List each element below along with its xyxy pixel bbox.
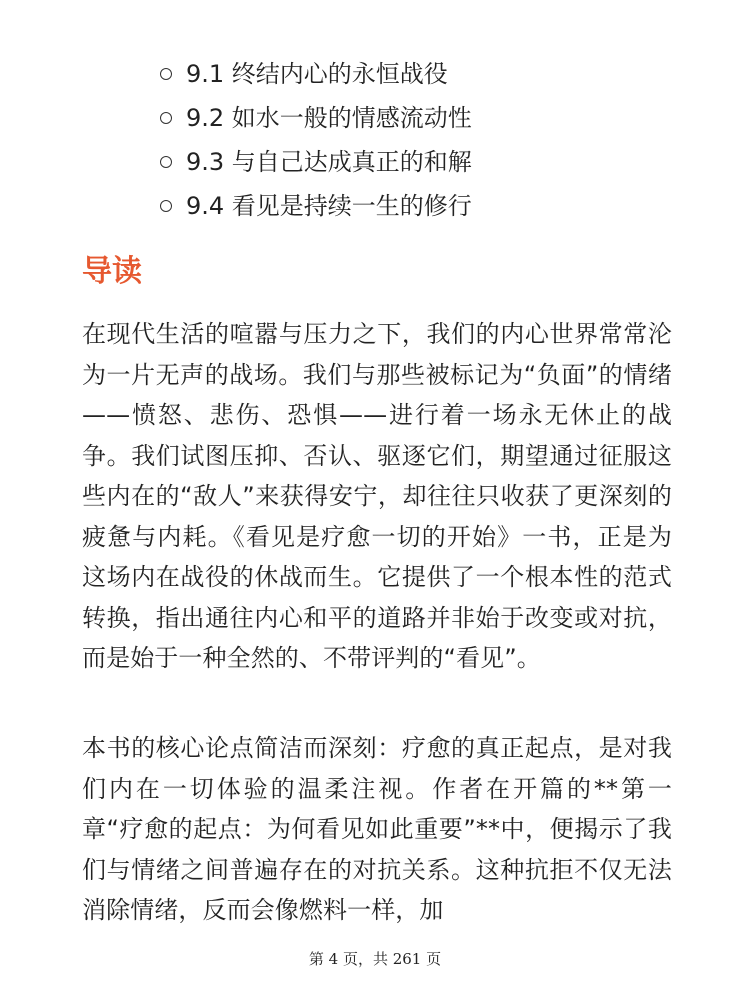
toc-item[interactable] bbox=[160, 96, 472, 140]
toc-item[interactable] bbox=[160, 52, 472, 96]
hollow-circle-bullet-icon bbox=[160, 112, 172, 124]
body-paragraph: 在现代生活的喧嚣与压力之下，我们的内心世界常常沦为一片无声的战场。我们与那些被标记为“负面”的情绪——愤怒、悲伤、恐惧——进行着一场永无休止的战争。我们试图压抑、否认、驱逐它们，期望通过征服这些内在的“敌人”来获得安宁，却往往只收获了更深刻的疲惫与内耗。《看见是疗愈一切的开始》一书，正是为这场内在战役的休战而生。它提供了一个根本性的范式转换，指出通往内心和平的道路并非始于改变或对抗，而是始于一种全然的、不带评判的“看见”。 bbox=[82, 320, 672, 672]
toc-item[interactable] bbox=[160, 140, 472, 184]
toc-item[interactable] bbox=[160, 184, 472, 228]
page-number-footer: 第 4 页，共 261 页 bbox=[308, 950, 442, 968]
hollow-circle-bullet-icon bbox=[160, 156, 172, 168]
body-paragraph: 本书的核心论点简洁而深刻：疗愈的真正起点，是对我们内在一切体验的温柔注视。作者在开篇的**第一章“疗愈的起点：为何看见如此重要”**中，便揭示了我们与情绪之间普遍存在的对抗关系。这种抗拒不仅无法消除情绪，反而会像燃料一样，加 bbox=[82, 734, 672, 924]
hollow-circle-bullet-icon bbox=[160, 200, 172, 212]
section-heading: 导读 bbox=[82, 254, 142, 289]
toc-item-label: 9.2 如水一般的情感流动性 bbox=[186, 104, 472, 132]
table-of-contents bbox=[160, 52, 472, 228]
toc-item-label: 9.1 终结内心的永恒战役 bbox=[186, 60, 448, 88]
hollow-circle-bullet-icon bbox=[160, 68, 172, 80]
toc-item-label: 9.4 看见是持续一生的修行 bbox=[186, 192, 472, 220]
toc-item-label: 9.3 与自己达成真正的和解 bbox=[186, 148, 472, 176]
